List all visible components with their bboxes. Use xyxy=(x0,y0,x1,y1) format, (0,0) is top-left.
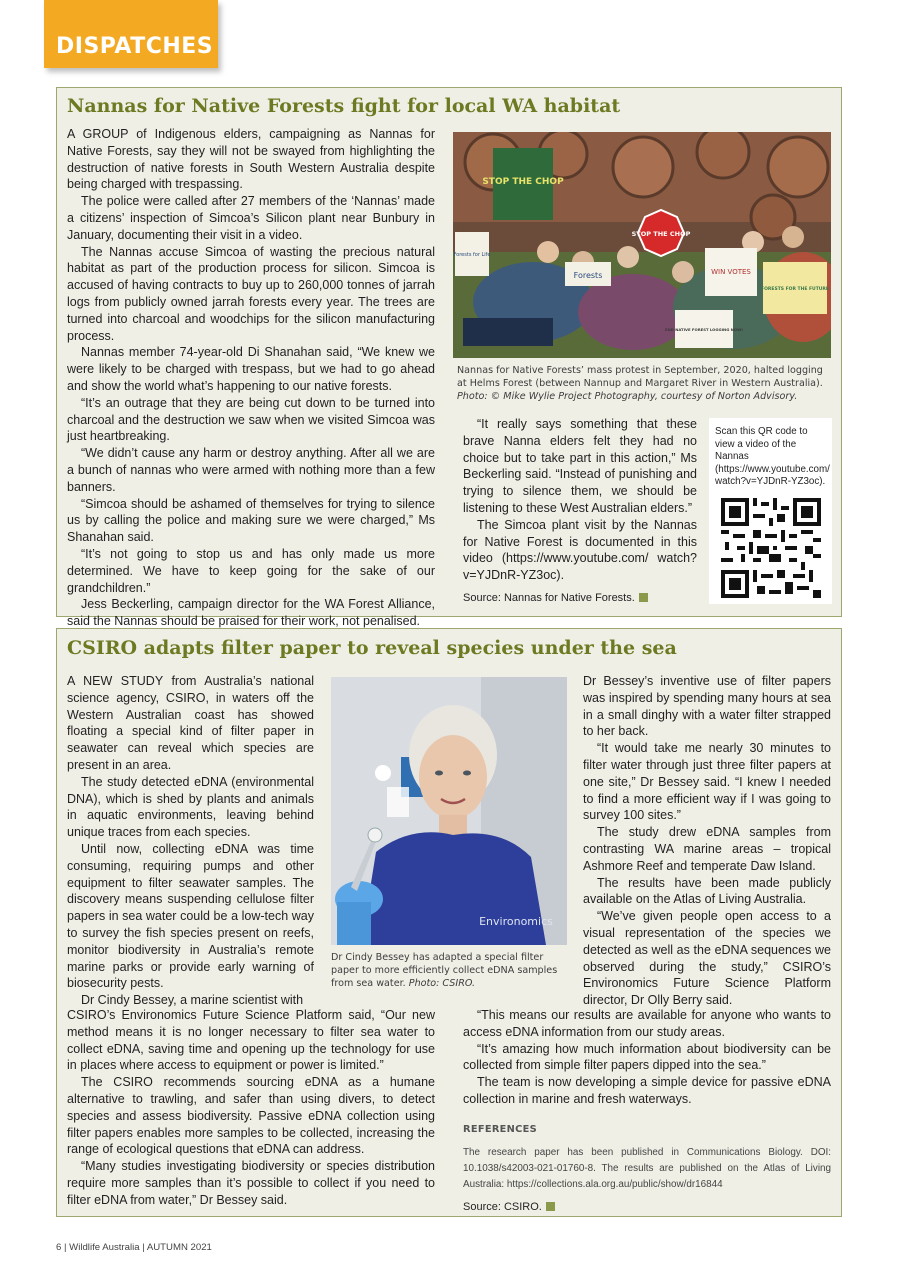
protest-photo xyxy=(453,132,831,358)
uniform-logo-text: Environomics xyxy=(479,915,553,928)
qr-instructions: Scan this QR code to view a video of the Nannas (https://www.youtube.com/ watch?v=YJDnR-YZ3oc). xyxy=(715,426,830,488)
paragraph: “We’ve given people open access to a visual representation of the species we detected as well as the eDNA sequences we observed during the study,” CSIRO’s Environomics Future Science Platform director, Dr Olly Berry said. xyxy=(583,909,831,1008)
paragraph: CSIRO’s Environomics Future Science Platform said, “Our new method means it is no longer necessary to filter sea water to collect eDNA, saving time and opening up the technology for use in places where access to equipment or power is limited.” xyxy=(67,1008,435,1073)
paragraph: “It would take me nearly 30 minutes to filter water through just three filter papers at one site,” Dr Bessey said. “I knew I needed to find a more efficient way if I was going to survey 100 sites.” xyxy=(583,741,831,823)
protest-photo-credit: Photo: © Mike Wylie Project Photography, courtesy of Norton Advisory. xyxy=(457,391,798,402)
article-nannas xyxy=(56,87,842,629)
article-nannas-source xyxy=(463,590,697,607)
references-heading: REFERENCES xyxy=(463,1123,537,1135)
scientist-photo-caption-text: Dr Cindy Bessey has adapted a special filter paper to more efficiently collect eDNA samples from sea water. xyxy=(331,952,558,989)
paragraph: A GROUP of Indigenous elders, campaigning as Nannas for Native Forests, say they will not be swayed from highlighting the destruction of native forests in South Western Australia despite being charged with trespassing. xyxy=(67,127,435,192)
paragraph: The Simcoa plant visit by the Nannas for Native Forest is documented in this video (https://www.youtube.com/ watch?v=YJDnR-YZ3oc). xyxy=(463,517,697,583)
article-csiro xyxy=(56,628,842,1217)
article-nannas-headline: Nannas for Native Forests fight for local WA habitat xyxy=(67,95,621,117)
paragraph: The results have been made publicly available on the Atlas of Living Australia. xyxy=(583,875,831,907)
protest-photo-illustration xyxy=(453,132,831,358)
protest-sign-stop-chop: STOP THE CHOP xyxy=(631,230,691,238)
paragraph: Nannas member 74-year-old Di Shanahan said, “We knew we were likely to be charged with trespass, but we had to go ahead and show the world what’s happening to our native forests. xyxy=(67,345,435,393)
scientist-photo xyxy=(331,677,567,945)
article-nannas-source-text: Source: Nannas for Native Forests. xyxy=(463,591,635,604)
article-csiro-source xyxy=(463,1199,831,1216)
protest-photo-caption-text: Nannas for Native Forests’ mass protest in September, 2020, halted logging at Helms Forest (between Nannup and Margaret River in Western Australia). xyxy=(457,365,823,389)
paragraph: The study detected eDNA (environmental DNA), which is shed by plants and animals in aquatic environments, leaving behind unique traces from each species. xyxy=(67,774,314,840)
article-csiro-right-column xyxy=(583,673,831,1009)
protest-sign-forests: Forests xyxy=(573,271,603,280)
article-csiro-source-text: Source: CSIRO. xyxy=(463,1200,542,1213)
paragraph: The police were called after 27 members of the ‘Nannas’ made a citizens’ inspection of Simcoa’s Silicon plant near Bunbury in January, documenting their visit in a video. xyxy=(67,194,435,242)
scientist-photo-caption xyxy=(331,951,567,990)
paragraph: The team is now developing a simple device for passive eDNA collection in marine and fresh waterways. xyxy=(463,1075,831,1106)
article-csiro-headline: CSIRO adapts filter paper to reveal species under the sea xyxy=(67,637,677,659)
paragraph: “Many studies investigating biodiversity or species distribution require more samples than it’s possible to collect if you need to filter eDNA from water,” Dr Bessey said. xyxy=(67,1159,435,1207)
paragraph: “This means our results are available for anyone who wants to access eDNA information from our study areas. xyxy=(463,1008,831,1039)
paragraph: Dr Bessey’s inventive use of filter papers was inspired by spending many hours at sea in a small dinghy with a water filter strapped to her back. xyxy=(583,674,831,739)
protest-sign-stop: STOP THE CHOP xyxy=(482,177,564,187)
paragraph: Dr Cindy Bessey, a marine scientist with xyxy=(81,993,304,1008)
paragraph: “It’s not going to stop us and has only made us more determined. We have to keep going for the sake of our grandchildren.” xyxy=(67,546,435,595)
article-csiro-left-lower-column xyxy=(67,1007,435,1209)
paragraph: The CSIRO recommends sourcing eDNA as a humane alternative to trawling, and safer than using divers, to detect species and assess biodiversity. Passive eDNA collection using filter papers enables more samples to be collected, increasing the range of ecological questions that eDNA can address. xyxy=(67,1075,435,1157)
paragraph: The Nannas accuse Simcoa of wasting the precious natural habitat as part of the production process for silicon. Simcoa is accused of having contracts to buy up to 260,000 tonnes of jarrah logs from publicly owned jarrah forests every year. The trees are turned into charcoal and woodchips for the silicon manufacturing process. xyxy=(67,244,435,343)
article-nannas-left-column xyxy=(67,126,435,630)
end-mark-icon xyxy=(546,1202,555,1211)
paragraph: Until now, collecting eDNA was time consuming, requiring pumps and other equipment to filter seawater samples. The discovery means suspending cellulose filter papers in sea water could be a low-tech way to survey the fish species present on reefs, monitor biodiversity in Australia’s remote marine parks or provide early warning of biosecurity pests. xyxy=(67,841,314,991)
end-mark-icon xyxy=(639,593,648,602)
protest-sign-votes: WIN VOTES xyxy=(711,268,751,276)
qr-panel xyxy=(709,418,832,604)
paragraph: “It really says something that these brave Nanna elders felt they had no choice but to take part in this action,” Ms Beckerling said. “Instead of punishing and trying to silence them, we should be listening to these West Australian elders.” xyxy=(463,417,697,515)
section-tag xyxy=(44,0,218,68)
paragraph: “It’s amazing how much information about biodiversity can be collected from simple filter papers dipped into the sea.” xyxy=(463,1041,831,1073)
references-text: The research paper has been published in Communications Biology. DOI: 10.1038/s42003-021-01760-8. The results are published on the Atlas of Living Australia: https://collections.ala.org.au/public/show/dr16844 xyxy=(463,1146,831,1190)
paragraph: “We didn’t cause any harm or destroy anything. After all we are a bunch of nannas who were armed with nothing more than a few banners. xyxy=(67,446,435,494)
paragraph: The study drew eDNA samples from contrasting WA marine areas – tropical Ashmore Reef and temperate Daw Island. xyxy=(583,825,831,873)
paragraph: A NEW STUDY from Australia’s national science agency, CSIRO, in waters off the Western Australian coast has showed floating a special kind of filter paper in seawater can reveal which species are present in an area. xyxy=(67,674,314,772)
scientist-photo-credit: Photo: CSIRO. xyxy=(408,978,476,989)
article-nannas-right-column xyxy=(463,416,697,607)
article-csiro-left-column xyxy=(67,673,314,1009)
article-csiro-right-lower-column xyxy=(463,1007,831,1215)
paragraph: “It’s an outrage that they are being cut down to be turned into charcoal and the destruction we saw when we visited Simcoa was just heartbreaking. xyxy=(67,395,435,444)
scientist-photo-illustration xyxy=(331,677,567,945)
paragraph: Jess Beckerling, campaign director for the WA Forest Alliance, said the Nannas should be praised for their work, not penalised. xyxy=(67,597,435,629)
section-tag-label: DISPATCHES xyxy=(56,34,214,59)
protest-sign-forests-for-life: Forests for Life xyxy=(453,252,491,258)
protest-sign-forests-future: FORESTS FOR THE FUTURE xyxy=(761,287,829,292)
protest-sign-end-logging: END NATIVE FOREST LOGGING NOW! xyxy=(664,327,744,332)
qr-code-icon[interactable] xyxy=(721,498,821,598)
protest-photo-caption xyxy=(457,364,835,403)
paragraph: “Simcoa should be ashamed of themselves for trying to silence us by calling the police and making sure we were charged,” Ms Shanahan said. xyxy=(67,496,435,545)
page-footer: 6 | Wildlife Australia | AUTUMN 2021 xyxy=(56,1242,212,1253)
